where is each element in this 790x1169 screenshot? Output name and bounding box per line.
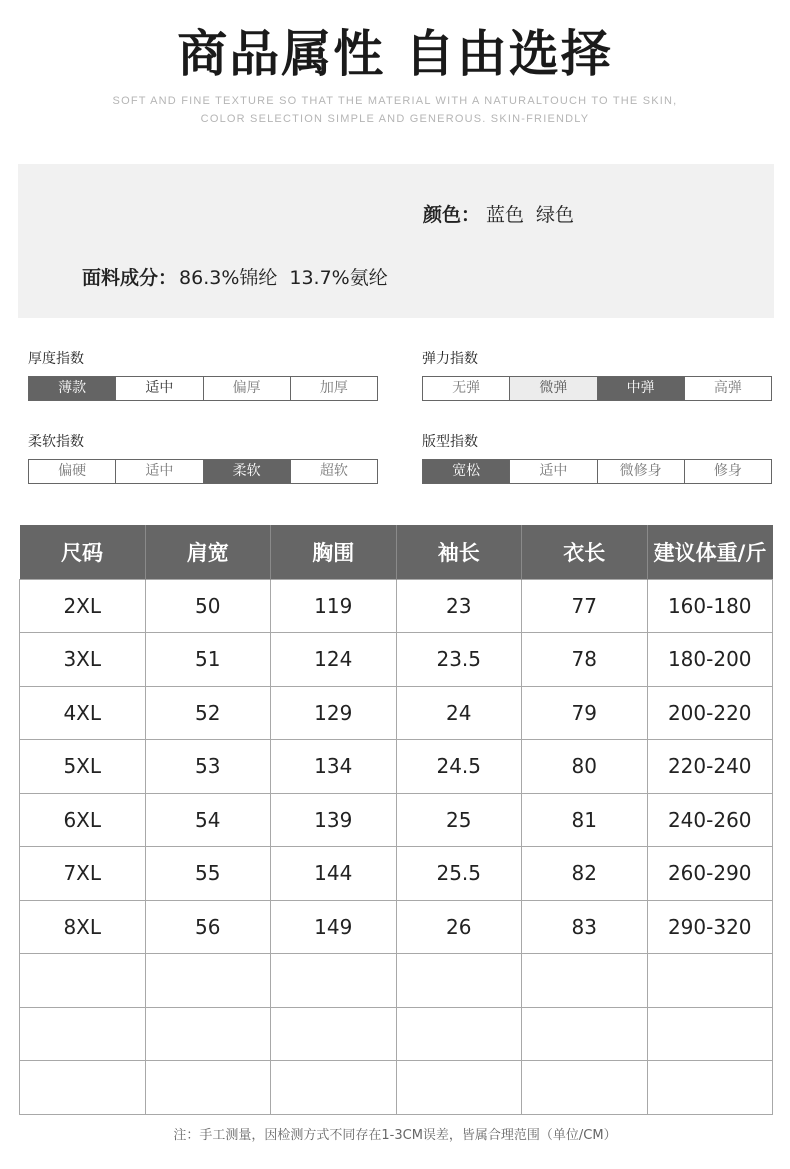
- table-cell: [522, 954, 648, 1008]
- table-cell: 6XL: [20, 793, 146, 847]
- table-cell: 25: [396, 793, 522, 847]
- table-cell: 80: [522, 740, 648, 794]
- table-cell: [396, 1007, 522, 1061]
- table-row: [20, 579, 773, 633]
- table-cell: 119: [271, 579, 397, 633]
- table-row: [20, 686, 773, 740]
- elasticity-index: [422, 348, 772, 401]
- table-cell: 23: [396, 579, 522, 633]
- index-option: 微弹: [510, 377, 597, 400]
- table-cell: 52: [145, 686, 271, 740]
- column-header: 袖长: [396, 525, 522, 579]
- index-option-selected: 薄款: [29, 377, 116, 400]
- index-title: 厚度指数: [28, 351, 84, 367]
- table-cell: [396, 954, 522, 1008]
- page-title: 商品属性 自由选择: [177, 25, 613, 83]
- table-cell: [271, 954, 397, 1008]
- index-option: 偏硬: [29, 460, 116, 483]
- index-option: 偏厚: [204, 377, 291, 400]
- table-cell: 144: [271, 847, 397, 901]
- table-cell: [271, 1007, 397, 1061]
- index-option: 高弹: [685, 377, 771, 400]
- table-cell: 50: [145, 579, 271, 633]
- color-value: 蓝色: [486, 204, 525, 226]
- subtitle-line-1: SOFT AND FINE TEXTURE SO THAT THE MATERIAL WITH A NATURALTOUCH TO THE SKIN,: [112, 95, 678, 107]
- table-cell: 129: [271, 686, 397, 740]
- index-bar: [28, 459, 378, 484]
- table-row: [20, 954, 773, 1008]
- index-option: 适中: [116, 460, 203, 483]
- table-cell: 124: [271, 633, 397, 687]
- table-cell: 78: [522, 633, 648, 687]
- column-header: 胸围: [271, 525, 397, 579]
- table-cell: 180-200: [647, 633, 773, 687]
- index-title: 弹力指数: [422, 351, 478, 367]
- table-cell: 7XL: [20, 847, 146, 901]
- table-cell: 290-320: [647, 900, 773, 954]
- table-row: [20, 740, 773, 794]
- table-cell: [145, 1007, 271, 1061]
- table-row: [20, 900, 773, 954]
- table-cell: [20, 1061, 146, 1115]
- measurement-note: 注：手工测量，因检测方式不同存在1-3CM误差，皆属合理范围（单位/CM）: [173, 1128, 617, 1143]
- index-option: 加厚: [291, 377, 377, 400]
- table-cell: 5XL: [20, 740, 146, 794]
- table-cell: 23.5: [396, 633, 522, 687]
- index-option: 超软: [291, 460, 377, 483]
- column-header: 尺码: [20, 525, 146, 579]
- table-cell: 81: [522, 793, 648, 847]
- table-cell: 4XL: [20, 686, 146, 740]
- table-cell: 2XL: [20, 579, 146, 633]
- table-cell: 160-180: [647, 579, 773, 633]
- attribute-info-box: [18, 164, 774, 318]
- table-cell: 55: [145, 847, 271, 901]
- fabric-value: 13.7%氨纶: [289, 267, 388, 289]
- table-cell: 220-240: [647, 740, 773, 794]
- index-option: 微修身: [598, 460, 685, 483]
- table-cell: [647, 1061, 773, 1115]
- color-value: 绿色: [536, 204, 575, 226]
- fabric-label: 面料成分：: [82, 267, 178, 289]
- table-cell: [145, 1061, 271, 1115]
- table-cell: 3XL: [20, 633, 146, 687]
- column-header: 建议体重/斤: [647, 525, 773, 579]
- index-option-selected: 柔软: [204, 460, 291, 483]
- index-option: 修身: [685, 460, 771, 483]
- index-option: 适中: [116, 377, 203, 400]
- table-cell: 240-260: [647, 793, 773, 847]
- thickness-index: [28, 348, 378, 401]
- table-cell: 139: [271, 793, 397, 847]
- table-row: [20, 1007, 773, 1061]
- index-bar: [28, 376, 378, 401]
- table-cell: 25.5: [396, 847, 522, 901]
- table-cell: 8XL: [20, 900, 146, 954]
- index-bar: [422, 459, 772, 484]
- table-cell: 77: [522, 579, 648, 633]
- table-cell: 260-290: [647, 847, 773, 901]
- table-cell: 83: [522, 900, 648, 954]
- table-cell: [522, 1061, 648, 1115]
- index-option-selected: 宽松: [423, 460, 510, 483]
- index-title: 版型指数: [422, 434, 478, 450]
- table-cell: 51: [145, 633, 271, 687]
- table-cell: 53: [145, 740, 271, 794]
- index-bar: [422, 376, 772, 401]
- table-header-row: [20, 525, 773, 579]
- fabric-value: 86.3%锦纶: [179, 267, 278, 289]
- table-cell: 56: [145, 900, 271, 954]
- color-row: [423, 200, 574, 227]
- table-row: [20, 1061, 773, 1115]
- table-cell: [647, 1007, 773, 1061]
- size-table-body: [20, 579, 773, 1114]
- table-cell: [271, 1061, 397, 1115]
- table-cell: 54: [145, 793, 271, 847]
- table-cell: [522, 1007, 648, 1061]
- table-row: [20, 633, 773, 687]
- table-cell: 24: [396, 686, 522, 740]
- index-option: 无弹: [423, 377, 510, 400]
- table-cell: [647, 954, 773, 1008]
- table-cell: [396, 1061, 522, 1115]
- softness-index: [28, 431, 378, 484]
- fabric-row: [82, 263, 388, 290]
- table-cell: 149: [271, 900, 397, 954]
- table-cell: [20, 1007, 146, 1061]
- fit-index: [422, 431, 772, 484]
- column-header: 衣长: [522, 525, 648, 579]
- table-cell: 24.5: [396, 740, 522, 794]
- table-cell: 26: [396, 900, 522, 954]
- table-cell: 79: [522, 686, 648, 740]
- table-row: [20, 793, 773, 847]
- index-option-selected: 中弹: [598, 377, 685, 400]
- table-cell: [20, 954, 146, 1008]
- size-table: [19, 525, 773, 1115]
- index-option: 适中: [510, 460, 597, 483]
- subtitle-line-2: COLOR SELECTION SIMPLE AND GENEROUS. SKIN-FRIENDLY: [200, 113, 590, 125]
- table-cell: 82: [522, 847, 648, 901]
- index-title: 柔软指数: [28, 434, 84, 450]
- table-cell: [145, 954, 271, 1008]
- color-label: 颜色：: [423, 204, 481, 226]
- table-cell: 200-220: [647, 686, 773, 740]
- table-cell: 134: [271, 740, 397, 794]
- column-header: 肩宽: [145, 525, 271, 579]
- table-row: [20, 847, 773, 901]
